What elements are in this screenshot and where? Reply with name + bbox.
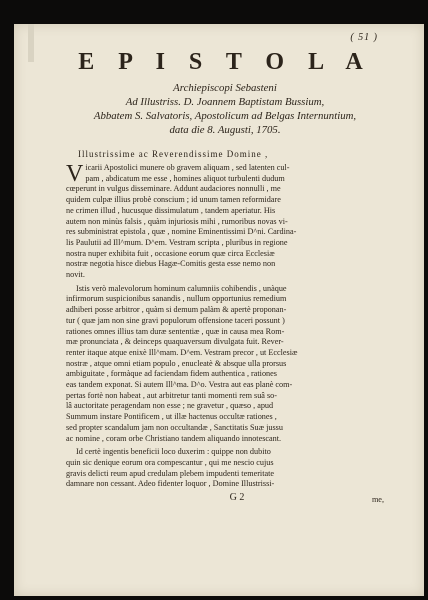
text-line: Id certè ingentis beneficii loco duxerim : quippe non dubito xyxy=(76,447,271,457)
subtitle-line: data die 8. Augusti, 1705. xyxy=(169,124,281,136)
text-line: pertas fortè non habeat , aut arbitretur tanti momenti rem suâ so- xyxy=(66,390,277,400)
text-line: renter itaque atque enixè Ill^mam. D^em. Vestram precor , ut Ecclesiæ xyxy=(66,347,298,357)
text-line: pam , abdicatum me esse , homines aliquot turbulenti dudum xyxy=(85,173,285,183)
text-line: Summum instare Pontificem , ut illæ hactenus occultæ rationes , xyxy=(66,412,277,422)
subtitle-line: Abbatem S. Salvatoris, Apostolicum ad Belgas Internuntium, xyxy=(93,110,357,122)
text-line: res subministrat epistola , quæ , nomine Eminentissimi D^ni. Cardina- xyxy=(66,227,297,237)
paragraph-2 xyxy=(66,284,384,445)
text-line: cœperunt in vulgus disseminare. Addunt audaciores nonnulli , me xyxy=(66,184,281,194)
text-line: eas tandem exponat. Si autem Ill^ma. D^o. Vestra aut eas planè com- xyxy=(66,380,293,390)
text-line: Istis verò malevolorum hominum calumniis cohibendis , unàque xyxy=(76,283,287,293)
text-line: nostræ negotia hisce diebus Hagæ-Comitis gesta esse nemo non xyxy=(66,259,276,269)
text-line: ac nomine , coram orbe Christiano tandem aliquando innotescant. xyxy=(66,433,282,443)
text-line: quin sic denique eorum ora compescantur , qui me nescio cujus xyxy=(66,457,274,467)
text-line: lis Paulutii ad Ill^mum. D^em. Vestram scripta , pluribus in regione xyxy=(66,237,288,247)
drop-cap: V xyxy=(66,161,84,187)
subtitle-line: Archiepiscopi Sebasteni xyxy=(173,82,277,94)
salutation: Illustrissime ac Reverendissime Domine , xyxy=(78,149,269,159)
catchword: me, xyxy=(371,495,384,505)
text-line: adhiberi posse arbitror , quàm si demum palàm & apertè proponan- xyxy=(66,305,287,315)
text-line: quidem culpæ illius probè conscium ; id unum tamen reformidare xyxy=(66,195,281,205)
subtitle-line: Ad Illustriss. D. Joannem Baptistam Bussium, xyxy=(125,96,325,108)
page-number: ( 51 ) xyxy=(350,32,378,43)
text-line: infirmorum suspicionibus sanandis , nullum opportunius remedium xyxy=(66,294,287,304)
text-line: damnare non cessant. Adeo fidenter loquor , Domine Illustrissi- xyxy=(66,479,275,489)
text-line: ambiguitate , formàque ad faciendam fidem authentica , rationes xyxy=(66,369,277,379)
page-text-block xyxy=(66,32,384,504)
subtitle-block xyxy=(66,81,384,137)
text-line: novit. xyxy=(66,270,85,280)
page-title: E P I S T O L A xyxy=(78,49,372,75)
paragraph-3 xyxy=(66,447,384,490)
text-line: ne crimen illud , hucusque dissimulatum , tandem aperiatur. His xyxy=(66,205,276,215)
text-line: nostræ , atque omni etiam populo , enucleatè & absque ulla prorsus xyxy=(66,358,287,368)
page-tab xyxy=(28,24,34,62)
text-line: rationes omnes illius tam duræ sententiæ , quæ in causa mea Rom- xyxy=(66,326,285,336)
text-line: mæ pronunciata , & deinceps quaquaversum divulgata fuit. Rever- xyxy=(66,337,284,347)
text-line: lâ auctoritate peragendam non esse ; ne gravetur , quæso , apud xyxy=(66,401,274,411)
text-line: sed propter scandalum jam non occultandæ , Sanctitatis Suæ jussu xyxy=(66,422,283,432)
text-line: icarii Apostolici munere ob gravem aliquam , sed latenten cul- xyxy=(85,163,290,172)
text-line: nostra nuper exhibita fuit , occasione eorum quæ circa Ecclesiæ xyxy=(66,248,275,258)
page-footer xyxy=(66,495,384,504)
paragraph-1 xyxy=(66,163,384,281)
text-line: tur ( quæ jam non sine gravi populorum offensione taceri possunt ) xyxy=(66,315,285,325)
text-line: gravis delicti reum apud credulam plebem impudenti temeritate xyxy=(66,468,275,478)
book-page xyxy=(14,24,424,596)
text-line: autem non minùs falsis , quàm injuriosis mihi , rumoribus novas vi- xyxy=(66,216,288,226)
signature-mark: G 2 xyxy=(229,492,245,504)
